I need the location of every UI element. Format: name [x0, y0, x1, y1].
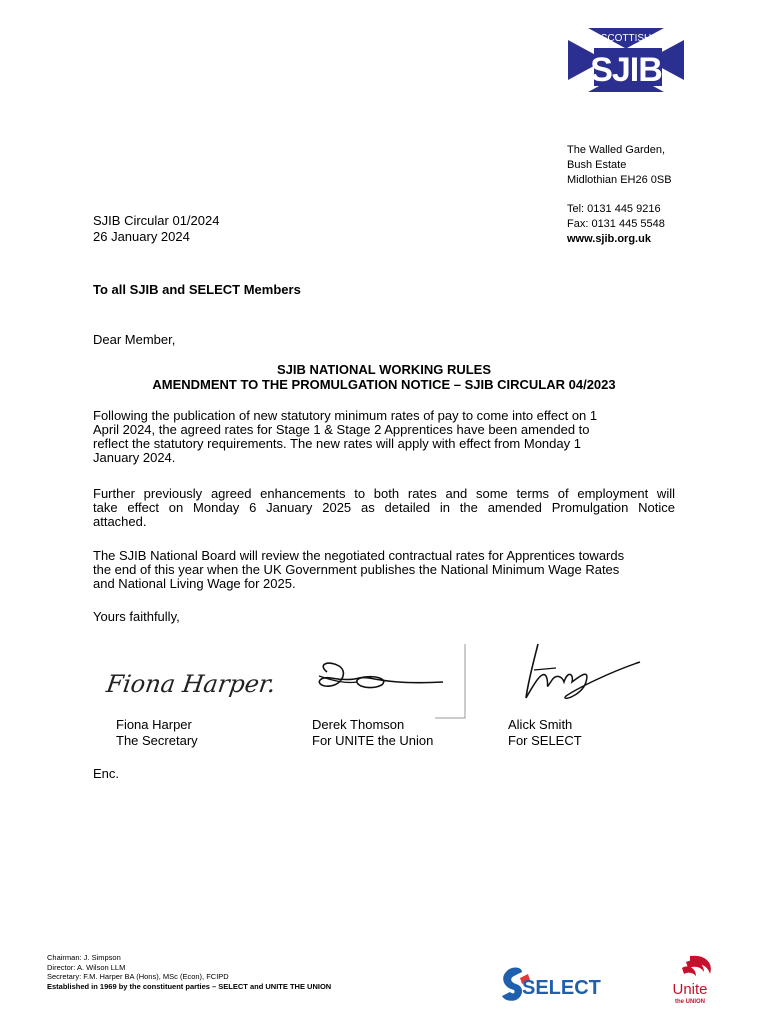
handwritten-signature: Fiona Harper.: [104, 670, 278, 698]
signatory-1: [116, 717, 198, 749]
select-logo-text: SELECT: [522, 977, 601, 999]
body-paragraph-2: [93, 487, 675, 529]
footer-established: Established in 1969 by the constituent parties – SELECT and UNITE THE UNION: [47, 981, 332, 991]
signatory-2: [312, 717, 433, 749]
signature-fiona-harper: [104, 660, 278, 704]
footer-info: [47, 953, 331, 991]
text-line: The SJIB National Board will review the negotiated contractual rates for Apprentices towards: [93, 548, 625, 563]
heading-line-1: SJIB NATIONAL WORKING RULES: [276, 362, 492, 377]
text-line: attached.: [93, 514, 147, 529]
text-line: reflect the statutory requirements. The new rates will apply with effect from Monday 1: [93, 436, 581, 451]
unite-logo-text: Unite: [672, 981, 708, 998]
text-line: take effect on Monday 6 January 2025 as detailed in the amended Promulgation Notice: [93, 500, 675, 515]
circular-reference: [93, 213, 219, 245]
circular-number: SJIB Circular 01/2024: [93, 213, 220, 228]
salutation: Dear Member,: [93, 332, 176, 347]
body-paragraph-3: [93, 549, 675, 591]
enclosure-note: Enc.: [93, 766, 120, 781]
signatory-role: For UNITE the Union: [312, 733, 434, 748]
letter-heading: [93, 362, 675, 392]
text-line: the end of this year when the UK Government publishes the National Minimum Wage Rates: [93, 562, 620, 577]
fax: Fax: 0131 445 5548: [567, 218, 665, 230]
signatory-name: Alick Smith: [508, 717, 573, 732]
address-line: Bush Estate: [567, 159, 627, 171]
signature-alick-smith: [520, 640, 650, 716]
footer-director: Director: A. Wilson LLM: [47, 962, 126, 972]
unite-logo: [660, 950, 720, 1010]
signatory-3: [508, 717, 582, 749]
address-line: Midlothian EH26 0SB: [567, 174, 672, 186]
footer-secretary: Secretary: F.M. Harper BA (Hons), MSc (Econ), FCIPD: [47, 972, 229, 982]
address-line: The Walled Garden,: [567, 144, 666, 156]
signatory-name: Derek Thomson: [312, 717, 405, 732]
telephone: Tel: 0131 445 9216: [567, 203, 661, 215]
recipients: To all SJIB and SELECT Members: [93, 282, 301, 297]
website-link[interactable]: www.sjib.org.uk: [567, 233, 651, 245]
select-logo: [500, 964, 608, 1004]
body-paragraph-1: [93, 409, 675, 465]
text-line: and National Living Wage for 2025.: [93, 576, 296, 591]
closing: Yours faithfully,: [93, 609, 180, 624]
text-line: Following the publication of new statutory minimum rates of pay to come into effect on 1: [93, 408, 598, 423]
text-line: Further previously agreed enhancements to both rates and some terms of employment will: [93, 486, 675, 501]
signatory-role: For SELECT: [508, 733, 582, 748]
footer-chairman: Chairman: J. Simpson: [47, 953, 121, 962]
sjib-logo: [568, 28, 684, 92]
signatory-name: Fiona Harper: [116, 717, 192, 732]
address-block: [567, 143, 672, 247]
logo-main-text: SJIB: [590, 51, 662, 89]
signatory-role: The Secretary: [116, 733, 198, 748]
logo-top-text: SCOTTISH: [600, 33, 652, 44]
text-line: January 2024.: [93, 450, 176, 465]
text-line: April 2024, the agreed rates for Stage 1 & Stage 2 Apprentices have been amended to: [93, 422, 590, 437]
heading-line-2: AMENDMENT TO THE PROMULGATION NOTICE – SJIB CIRCULAR 04/2023: [152, 377, 616, 392]
letter-date: 26 January 2024: [93, 229, 190, 244]
unite-logo-subtext: the UNION: [675, 999, 705, 1005]
signature-derek-thomson: [295, 640, 470, 722]
